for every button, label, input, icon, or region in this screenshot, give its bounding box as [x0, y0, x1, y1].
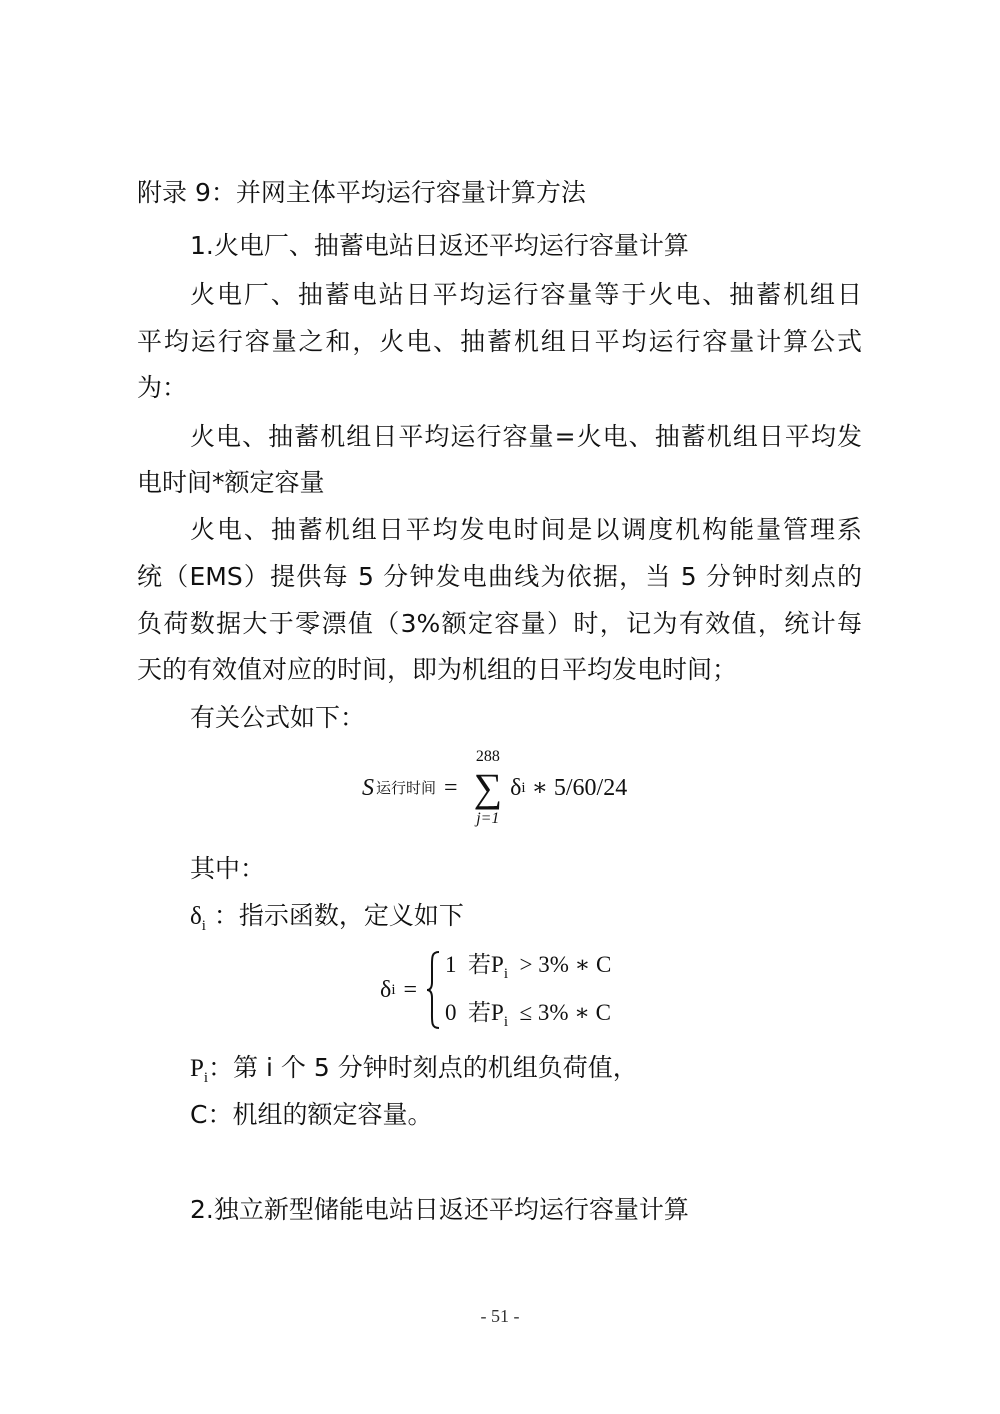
case-relation: > 3% ∗ C	[519, 952, 612, 977]
delta-definition	[190, 901, 464, 934]
page-number: - 51 -	[480, 1306, 520, 1326]
section-heading-1: 1.火电厂、抽蓄电站日返还平均运行容量计算	[190, 231, 689, 260]
case-condition: 若P	[468, 1000, 504, 1025]
paragraph-line: 火电、抽蓄机组日平均运行容量=火电、抽蓄机组日平均发	[190, 422, 862, 451]
where-label: 其中：	[190, 854, 266, 883]
delta-sub: i	[201, 918, 206, 934]
case-1	[445, 950, 611, 982]
delta-text: ：指示函数，定义如下	[205, 901, 464, 930]
formula2-eq: =	[403, 977, 418, 1003]
case-2	[445, 998, 611, 1030]
indicator-formula	[380, 950, 611, 1030]
paragraph-line: 为：	[137, 373, 188, 402]
case-sub: i	[503, 1014, 508, 1030]
formula-lhs: S	[362, 775, 374, 801]
cases	[445, 950, 611, 1030]
sigma-icon: ∑	[473, 765, 503, 810]
formula-lhs-sub: 运行时间	[376, 778, 437, 797]
formula2-lhs-sub: i	[391, 981, 396, 998]
paragraph-line: 负荷数据大于零漂值（3%额定容量）时，记为有效值，统计每	[137, 609, 862, 638]
left-brace-icon	[425, 950, 441, 1030]
paragraph-line: 电时间*额定容量	[137, 468, 325, 497]
sum-upper: 288	[475, 748, 500, 765]
section-heading-2: 2.独立新型储能电站日返还平均运行容量计算	[190, 1195, 689, 1224]
case-relation: ≤ 3% ∗ C	[519, 1000, 612, 1025]
formula-delta: δ	[510, 775, 522, 801]
formula-eq: =	[444, 775, 458, 801]
p-definition	[190, 1053, 638, 1086]
sum-lower: j=1	[476, 810, 500, 827]
case-condition: 若P	[468, 952, 504, 977]
p-sub: i	[203, 1070, 209, 1086]
appendix-title: 附录 9：并网主体平均运行容量计算方法	[137, 178, 586, 207]
p-symbol: P	[190, 1055, 204, 1082]
paragraph-line: 平均运行容量之和，火电、抽蓄机组日平均运行容量计算公式	[137, 327, 862, 356]
paragraph-line: 天的有效值对应的时间，即为机组的日平均发电时间；	[137, 655, 738, 684]
paragraph-line: 火电厂、抽蓄电站日平均运行容量等于火电、抽蓄机组日	[190, 280, 862, 309]
summation	[474, 748, 503, 828]
case-value: 1	[445, 952, 457, 977]
formula-rest: ∗ 5/60/24	[531, 775, 628, 801]
case-value: 0	[445, 1000, 457, 1025]
case-sub: i	[503, 966, 508, 982]
c-definition: C：机组的额定容量。	[190, 1100, 433, 1129]
runtime-formula	[362, 748, 627, 828]
paragraph-line: 统（EMS）提供每 5 分钟发电曲线为依据，当 5 分钟时刻点的	[137, 562, 862, 591]
p-text: ：第 i 个 5 分钟时刻点的机组负荷值，	[208, 1053, 638, 1082]
delta-symbol: δ	[190, 903, 202, 930]
formula-delta-sub: i	[521, 779, 526, 796]
formula2-lhs: δ	[380, 977, 392, 1003]
paragraph-line: 火电、抽蓄机组日平均发电时间是以调度机构能量管理系	[190, 515, 862, 544]
paragraph-line: 有关公式如下：	[190, 703, 366, 732]
